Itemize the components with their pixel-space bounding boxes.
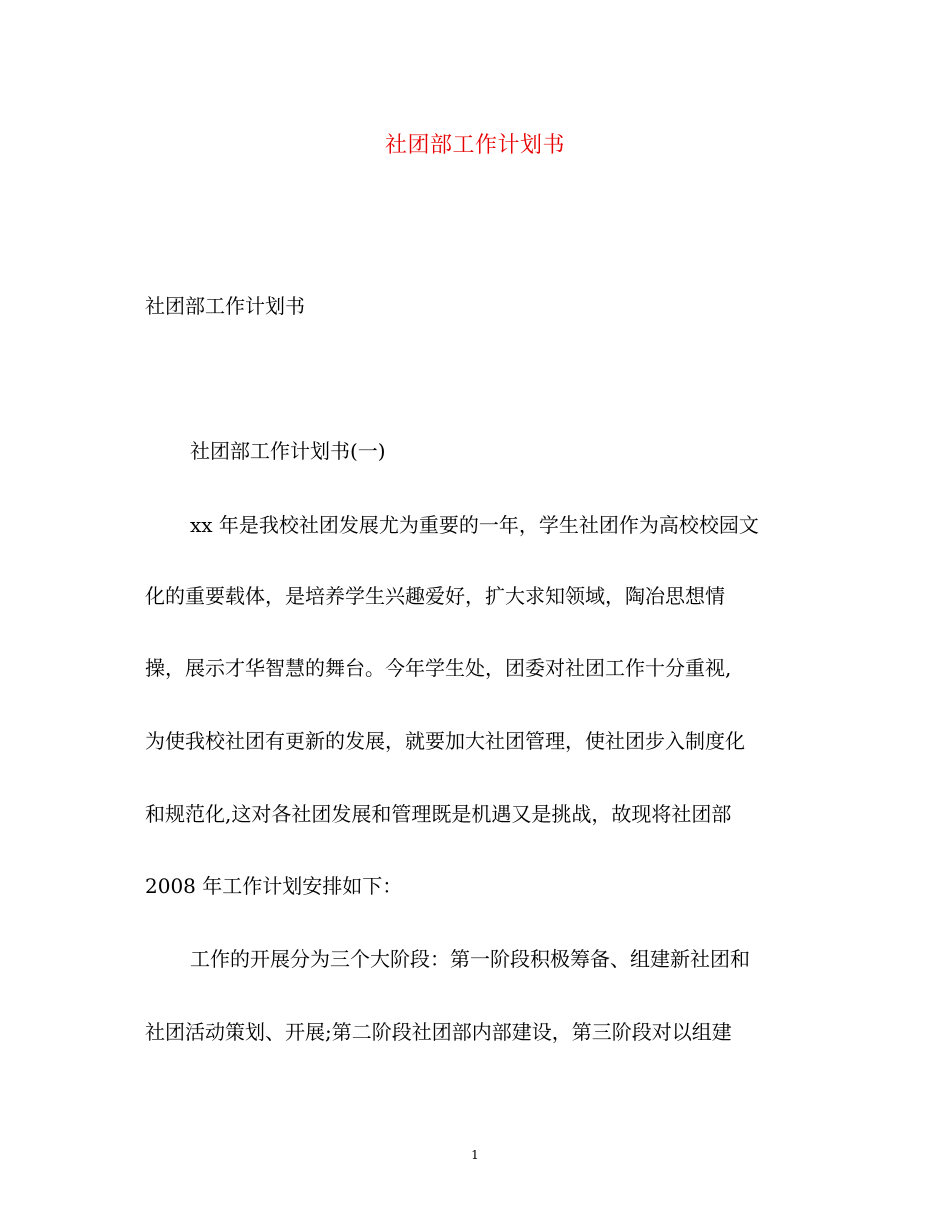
paragraph-1-line-2: 化的重要载体，是培养学生兴趣爱好，扩大求知领域，陶冶思想情 xyxy=(145,584,725,608)
paragraph-1-line-1: xx 年是我校社团发展尤为重要的一年，学生社团作为高校校园文 xyxy=(190,513,759,537)
paragraph-1-line-6: 2008 年工作计划安排如下： xyxy=(145,874,403,898)
document-subtitle: 社团部工作计划书 xyxy=(145,294,305,318)
document-title: 社团部工作计划书 xyxy=(384,133,565,158)
paragraph-2-line-2: 社团活动策划、开展;第二阶段社团部内部建设，第三阶段对以组建 xyxy=(145,1020,732,1044)
paragraph-2-line-1: 工作的开展分为三个大阶段：第一阶段积极筹备、组建新社团和 xyxy=(190,947,750,971)
section-heading: 社团部工作计划书(一) xyxy=(190,439,386,463)
paragraph-1-line-3: 操，展示才华智慧的舞台。今年学生处，团委对社团工作十分重视, xyxy=(145,656,732,680)
page-number: 1 xyxy=(471,1148,479,1162)
paragraph-1-line-4: 为使我校社团有更新的发展，就要加大社团管理，使社团步入制度化 xyxy=(145,729,745,753)
paragraph-1-line-5: 和规范化,这对各社团发展和管理既是机遇又是挑战，故现将社团部 xyxy=(145,802,732,826)
